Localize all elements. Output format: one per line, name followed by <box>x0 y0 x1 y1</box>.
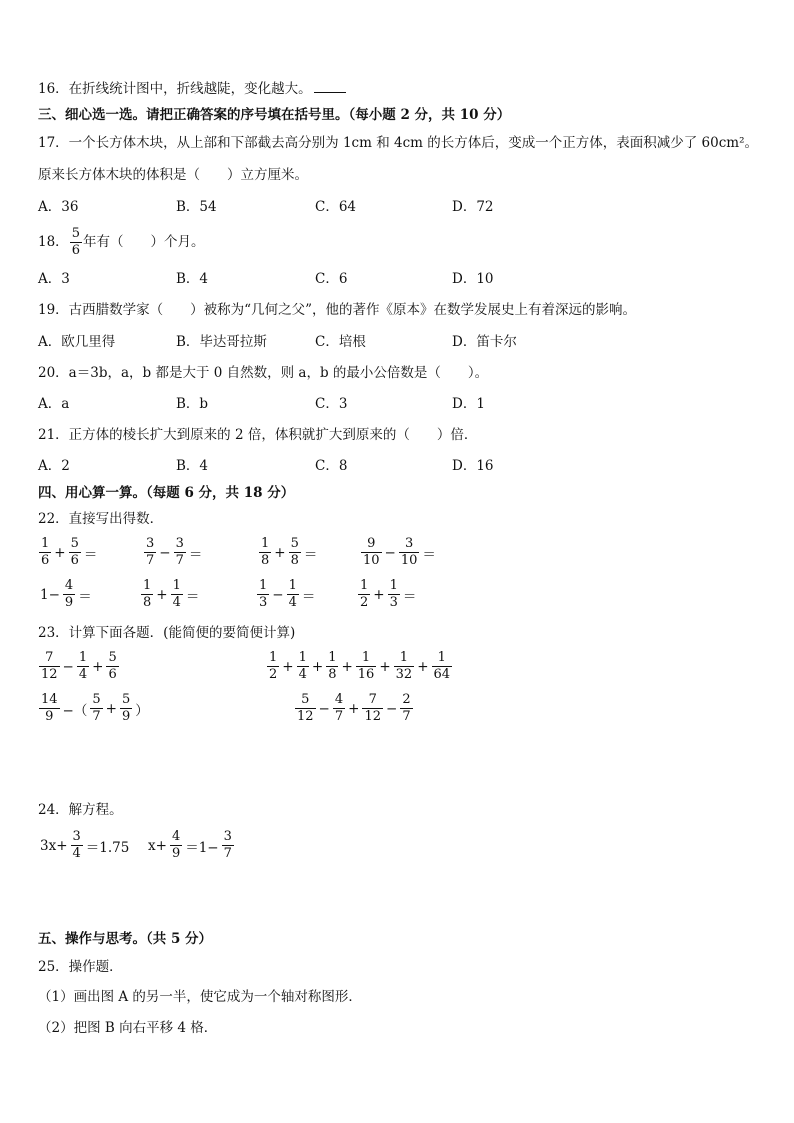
option-b[interactable]: B．4 <box>176 458 209 474</box>
option-a[interactable]: A．2 <box>38 458 70 474</box>
question-number: 18． <box>38 234 69 250</box>
oral-calc-item: $\frac{1}{2}$ + $\frac{1}{3}$ ＝ <box>360 578 417 610</box>
question-18-text: 年有（ ）个月。 <box>82 234 205 250</box>
option-c[interactable]: C．8 <box>315 458 348 474</box>
question-19: 19．古西腊数学家（ ）被称为“几何之父”，他的著作《原本》在数学发展史上有着深远的影响。 <box>38 302 636 318</box>
oral-calc-item: 1− $\frac{4}{9}$ ＝ <box>40 578 92 610</box>
option-d[interactable]: D．1 <box>452 396 485 412</box>
fraction: $\frac{5}{6}$ <box>71 226 80 258</box>
question-16-text: 16．在折线统计图中，折线越陡，变化越大。 <box>38 81 312 97</box>
oral-calc-item: $\frac{1}{8}$ + $\frac{5}{8}$ ＝ <box>261 536 318 568</box>
question-23-title: 23．计算下面各题．(能简便的要简便计算) <box>38 625 296 641</box>
option-b[interactable]: B．4 <box>176 271 209 287</box>
oral-calc-item: $\frac{1}{6}$ + $\frac{5}{6}$ ＝ <box>41 536 98 568</box>
oral-calc-item: $\frac{3}{7}$ − $\frac{3}{7}$ ＝ <box>146 536 203 568</box>
question-25-title: 25．操作题． <box>38 959 123 975</box>
question-22-title: 22．直接写出得数． <box>38 511 164 527</box>
equation: 3x+ $\frac{3}{4}$ ＝1.75 <box>40 829 130 861</box>
option-a[interactable]: A．36 <box>38 199 79 215</box>
question-18 <box>38 224 204 260</box>
question-25-part1: （1）画出图 A 的另一半，使它成为一个轴对称图形． <box>38 989 362 1005</box>
option-d[interactable]: D．笛卡尔 <box>452 334 517 350</box>
expression: $\frac{14}{9}$ −（ $\frac{5}{7}$ + $\frac{5}{9}$ ） <box>41 692 149 724</box>
answer-blank[interactable] <box>314 80 346 93</box>
oral-calc-item: $\frac{1}{3}$ − $\frac{1}{4}$ ＝ <box>259 578 316 610</box>
option-a[interactable]: A．欧几里得 <box>38 334 116 350</box>
expression: $\frac{7}{12}$ − $\frac{1}{4}$ + $\frac{5}{6}$ <box>41 650 117 682</box>
option-d[interactable]: D．16 <box>452 458 494 474</box>
option-c[interactable]: C．6 <box>315 271 348 287</box>
question-17-line2: 原来长方体木块的体积是（ ）立方厘米。 <box>38 167 308 183</box>
section-4-heading: 四、用心算一算。（每题 6 分，共 18 分） <box>38 485 295 501</box>
oral-calc-item: $\frac{1}{8}$ + $\frac{1}{4}$ ＝ <box>143 578 200 610</box>
question-24-title: 24．解方程。 <box>38 802 123 818</box>
option-d[interactable]: D．72 <box>452 199 494 215</box>
equation: x+ $\frac{4}{9}$ ＝1− $\frac{3}{7}$ <box>148 829 232 861</box>
option-b[interactable]: B．54 <box>176 199 217 215</box>
option-a[interactable]: A．a <box>38 396 70 412</box>
option-c[interactable]: C．培根 <box>315 334 366 350</box>
question-16 <box>38 80 346 98</box>
expression: $\frac{1}{2}$ + $\frac{1}{4}$ + $\frac{1}{8}$ + $\frac{1}{16}$ + $\frac{1}{32}$ + $\frac{1}{64}$ <box>269 650 451 682</box>
option-b[interactable]: B．b <box>176 396 209 412</box>
option-c[interactable]: C．3 <box>315 396 348 412</box>
question-21: 21．正方体的棱长扩大到原来的 2 倍，体积就扩大到原来的（ ）倍． <box>38 427 478 443</box>
section-3-heading: 三、细心选一选。请把正确答案的序号填在括号里。（每小题 2 分，共 10 分） <box>38 107 511 123</box>
question-25-part2: （2）把图 B 向右平移 4 格． <box>38 1020 218 1036</box>
option-a[interactable]: A．3 <box>38 271 70 287</box>
expression: $\frac{5}{12}$ − $\frac{4}{7}$ + $\frac{7}{12}$ − $\frac{2}{7}$ <box>297 692 411 724</box>
section-5-heading: 五、操作与思考。（共 5 分） <box>38 931 213 947</box>
option-b[interactable]: B．毕达哥拉斯 <box>176 334 267 350</box>
question-20: 20．a＝3b，a，b 都是大于 0 自然数，则 a，b 的最小公倍数是（ ）。 <box>38 365 489 381</box>
question-17-line1: 17．一个长方体木块，从上部和下部截去高分别为 1cm 和 4cm 的长方体后，变成一个正方体，表面积减少了 60cm²。 <box>38 135 758 151</box>
oral-calc-item: $\frac{9}{10}$ − $\frac{3}{10}$ ＝ <box>363 536 436 568</box>
option-c[interactable]: C．64 <box>315 199 357 215</box>
option-d[interactable]: D．10 <box>452 271 494 287</box>
